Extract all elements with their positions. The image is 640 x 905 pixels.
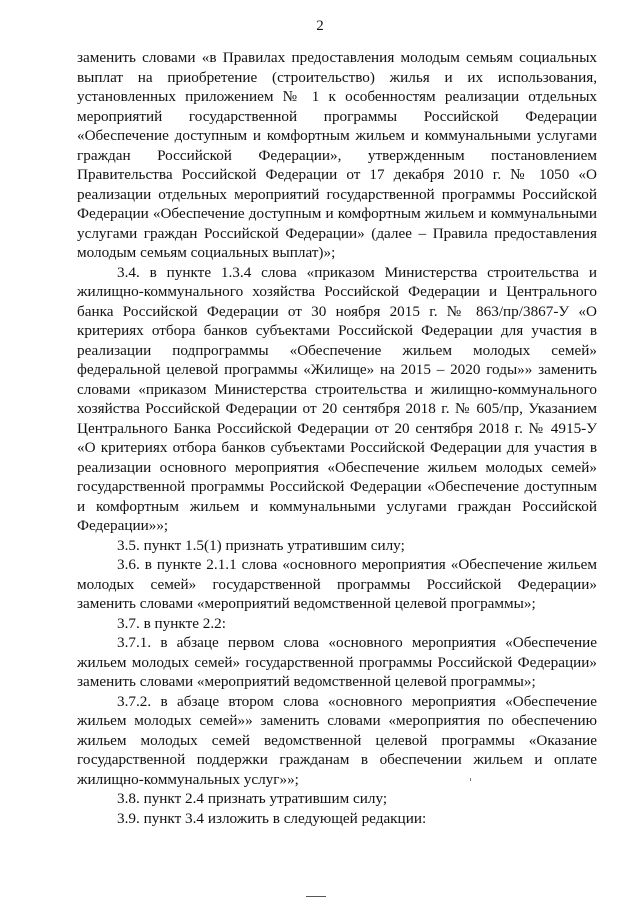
paragraph-3-9: 3.9. пункт 3.4 изложить в следующей редакции: (117, 809, 427, 827)
paragraph-3-8: 3.8. пункт 2.4 признать утратившим силу; (117, 790, 388, 807)
paragraph-3-6: 3.6. в пункте 2.1.1 слова «основного мероприятия «Обеспечение жильем молодых семей» государственной программы Российской Федерации» заменить словами «мероприятий ведомственной целевой программы»; (77, 556, 597, 612)
paragraph-3-7-2: 3.7.2. в абзаце втором слова «основного мероприятия «Обеспечение жильем молодых семей»» заменить словами «мероприятия по обеспечению жильем молодых семей ведомственной целевой программы «Оказание государственной поддержки гражданам в обеспечении жильем и оплате жилищно-коммунальных услуг»»; (77, 692, 597, 788)
paragraph-3-4: 3.4. в пункте 1.3.4 слова «приказом Министерства строительства и жилищно-коммунального хозяйства Российской Федерации и Центрального банка Российской Федерации от 30 ноября 2015 г. № 863/пр/3867-У «О критериях отбора банков субъектами Российской Федерации для участия в реализации подпрограммы «Обеспечение жильем молодых семей» федеральной целевой программы «Жилище» на 2015 – 2020 годы»» заменить словами «приказом Министерства строительства и жилищно-коммунального хозяйства Российской Федерации от 20 сентября 2018 г. № 605/пр, Указанием Центрального Банка Российской Федерации от 20 сентября 2018 г. № 4915-У «О критериях отбора банков субъектами Российской Федерации для участия в реализации основного мероприятия «Обеспечение жильем молодых семей» государственной программы Российской Федерации «Обеспечение доступным и комфортным жильем и коммунальными услугами граждан Российской Федерации»»; (77, 263, 597, 534)
scan-speck (470, 778, 471, 781)
document-body (77, 48, 597, 828)
paragraph-3-7-1: 3.7.1. в абзаце первом слова «основного мероприятия «Обеспечение жильем молодых семей» государственной программы Российской Федерации» заменить словами «мероприятий ведомственной целевой программы»; (77, 634, 597, 690)
paragraph-continuation: заменить словами «в Правилах предоставления молодым семьям социальных выплат на приобретение (строительство) жилья и их использования, установленных приложением № 1 к особенностям реализации отдельных мероприятий государственной программы Российской Федерации «Обеспечение доступным и комфортным жильем и коммунальными услугами граждан Российской Федерации», утвержденным постановлением Правительства Российской Федерации от 17 декабря 2010 г. № 1050 «О реализации отдельных мероприятий государственной программы Российской Федерации «Обеспечение доступным и комфортным жильем и коммунальными услугами граждан Российской Федерации» (далее – Правила предоставления молодым семьям социальных выплат)»; (77, 49, 597, 261)
paragraph-3-7: 3.7. в пункте 2.2: (117, 614, 226, 632)
paragraph-3-5: 3.5. пункт 1.5(1) признать утратившим силу; (117, 536, 405, 554)
scan-edge-mark (306, 896, 326, 897)
page-number: 2 (316, 18, 324, 34)
